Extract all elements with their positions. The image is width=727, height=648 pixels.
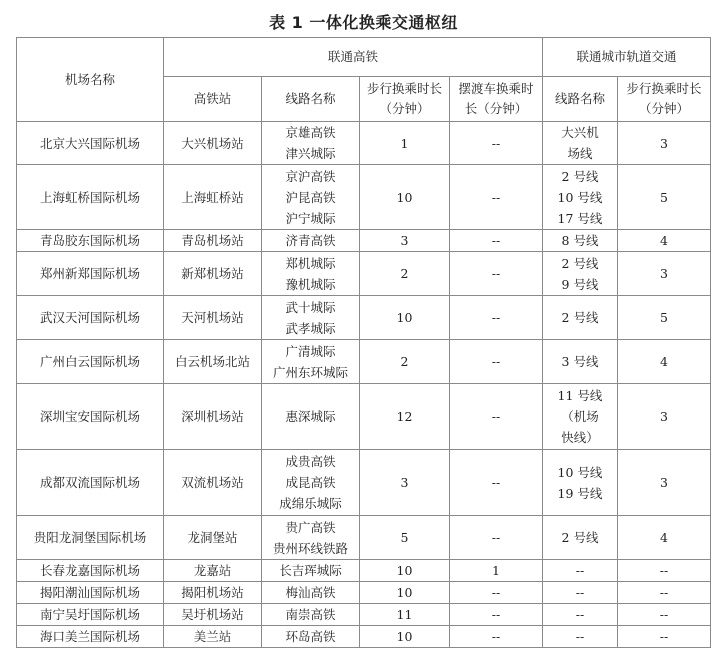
cell-lines: 武十城际 武孝城际 [262, 296, 360, 340]
cell-shuttle: -- [450, 252, 543, 296]
cell-metro-walk: 4 [618, 230, 711, 252]
cell-station: 揭阳机场站 [164, 582, 262, 604]
cell-walk: 10 [360, 296, 450, 340]
cell-metro-walk: 3 [618, 122, 711, 165]
cell-lines: 惠深城际 [262, 384, 360, 450]
table-row [17, 626, 711, 648]
cell-walk: 10 [360, 560, 450, 582]
cell-metro-walk: 4 [618, 516, 711, 560]
cell-metro: -- [543, 582, 618, 604]
cell-lines: 郑机城际 豫机城际 [262, 252, 360, 296]
cell-metro: 2 号线 9 号线 [543, 252, 618, 296]
cell-shuttle: -- [450, 230, 543, 252]
table-row [17, 560, 711, 582]
cell-airport: 揭阳潮汕国际机场 [17, 582, 164, 604]
cell-walk: 5 [360, 516, 450, 560]
table-row [17, 296, 711, 340]
cell-metro: -- [543, 604, 618, 626]
cell-station: 青岛机场站 [164, 230, 262, 252]
cell-lines: 南崇高铁 [262, 604, 360, 626]
table-row [17, 604, 711, 626]
table-row [17, 165, 711, 230]
cell-shuttle: -- [450, 296, 543, 340]
cell-airport: 武汉天河国际机场 [17, 296, 164, 340]
cell-lines: 成贵高铁 成昆高铁 成绵乐城际 [262, 450, 360, 516]
table-row [17, 516, 711, 560]
cell-walk: 3 [360, 230, 450, 252]
cell-station: 上海虹桥站 [164, 165, 262, 230]
cell-metro-walk: 3 [618, 252, 711, 296]
table-row [17, 122, 711, 165]
cell-shuttle: -- [450, 604, 543, 626]
hub-table [16, 37, 711, 648]
cell-metro: -- [543, 560, 618, 582]
cell-metro: -- [543, 626, 618, 648]
cell-walk: 10 [360, 626, 450, 648]
cell-lines: 环岛高铁 [262, 626, 360, 648]
cell-shuttle: -- [450, 384, 543, 450]
table-row [17, 582, 711, 604]
cell-airport: 广州白云国际机场 [17, 340, 164, 384]
cell-lines: 京雄高铁 津兴城际 [262, 122, 360, 165]
cell-walk: 2 [360, 252, 450, 296]
cell-walk: 10 [360, 582, 450, 604]
cell-station: 新郑机场站 [164, 252, 262, 296]
cell-station: 吴圩机场站 [164, 604, 262, 626]
cell-metro: 2 号线 [543, 516, 618, 560]
header-airport: 机场名称 [17, 38, 164, 122]
table-row [17, 450, 711, 516]
cell-metro: 10 号线 19 号线 [543, 450, 618, 516]
cell-airport: 南宁吴圩国际机场 [17, 604, 164, 626]
cell-airport: 青岛胶东国际机场 [17, 230, 164, 252]
cell-metro: 2 号线 [543, 296, 618, 340]
cell-walk: 10 [360, 165, 450, 230]
header-shuttle: 摆渡车换乘时 长（分钟） [450, 77, 543, 122]
header-hsr-group: 联通高铁 [164, 38, 543, 77]
cell-metro: 2 号线 10 号线 17 号线 [543, 165, 618, 230]
table-row [17, 384, 711, 450]
cell-lines: 梅汕高铁 [262, 582, 360, 604]
table-row [17, 230, 711, 252]
cell-airport: 北京大兴国际机场 [17, 122, 164, 165]
cell-metro: 大兴机 场线 [543, 122, 618, 165]
header-metro-line: 线路名称 [543, 77, 618, 122]
cell-metro-walk: -- [618, 582, 711, 604]
cell-shuttle: -- [450, 450, 543, 516]
cell-walk: 12 [360, 384, 450, 450]
cell-shuttle: -- [450, 582, 543, 604]
cell-metro-walk: -- [618, 604, 711, 626]
header-station: 高铁站 [164, 77, 262, 122]
cell-metro: 3 号线 [543, 340, 618, 384]
cell-airport: 上海虹桥国际机场 [17, 165, 164, 230]
cell-metro-walk: -- [618, 626, 711, 648]
cell-station: 龙洞堡站 [164, 516, 262, 560]
cell-metro-walk: 4 [618, 340, 711, 384]
cell-lines: 贵广高铁 贵州环线铁路 [262, 516, 360, 560]
cell-shuttle: 1 [450, 560, 543, 582]
cell-metro: 11 号线 （机场 快线） [543, 384, 618, 450]
cell-metro-walk: 5 [618, 296, 711, 340]
cell-station: 白云机场北站 [164, 340, 262, 384]
cell-station: 大兴机场站 [164, 122, 262, 165]
cell-walk: 2 [360, 340, 450, 384]
table-body [17, 122, 711, 648]
cell-lines: 长吉珲城际 [262, 560, 360, 582]
cell-shuttle: -- [450, 122, 543, 165]
cell-metro-walk: 3 [618, 450, 711, 516]
table-row [17, 340, 711, 384]
cell-airport: 郑州新郑国际机场 [17, 252, 164, 296]
cell-lines: 京沪高铁 沪昆高铁 沪宁城际 [262, 165, 360, 230]
cell-walk: 3 [360, 450, 450, 516]
cell-metro-walk: 3 [618, 384, 711, 450]
cell-airport: 长春龙嘉国际机场 [17, 560, 164, 582]
table-row [17, 252, 711, 296]
cell-lines: 广清城际 广州东环城际 [262, 340, 360, 384]
cell-lines: 济青高铁 [262, 230, 360, 252]
table-title: 表 1 一体化换乘交通枢纽 [269, 13, 458, 32]
cell-shuttle: -- [450, 165, 543, 230]
cell-airport: 成都双流国际机场 [17, 450, 164, 516]
cell-metro-walk: -- [618, 560, 711, 582]
cell-metro: 8 号线 [543, 230, 618, 252]
cell-airport: 海口美兰国际机场 [17, 626, 164, 648]
cell-station: 龙嘉站 [164, 560, 262, 582]
header-walk-metro: 步行换乘时长 （分钟） [618, 77, 711, 122]
cell-station: 天河机场站 [164, 296, 262, 340]
cell-station: 深圳机场站 [164, 384, 262, 450]
cell-airport: 贵阳龙洞堡国际机场 [17, 516, 164, 560]
cell-shuttle: -- [450, 626, 543, 648]
header-metro-group: 联通城市轨道交通 [543, 38, 711, 77]
header-line: 线路名称 [262, 77, 360, 122]
cell-airport: 深圳宝安国际机场 [17, 384, 164, 450]
header-walk-hsr: 步行换乘时长 （分钟） [360, 77, 450, 122]
cell-shuttle: -- [450, 340, 543, 384]
cell-shuttle: -- [450, 516, 543, 560]
cell-station: 美兰站 [164, 626, 262, 648]
cell-metro-walk: 5 [618, 165, 711, 230]
cell-walk: 11 [360, 604, 450, 626]
cell-station: 双流机场站 [164, 450, 262, 516]
cell-walk: 1 [360, 122, 450, 165]
